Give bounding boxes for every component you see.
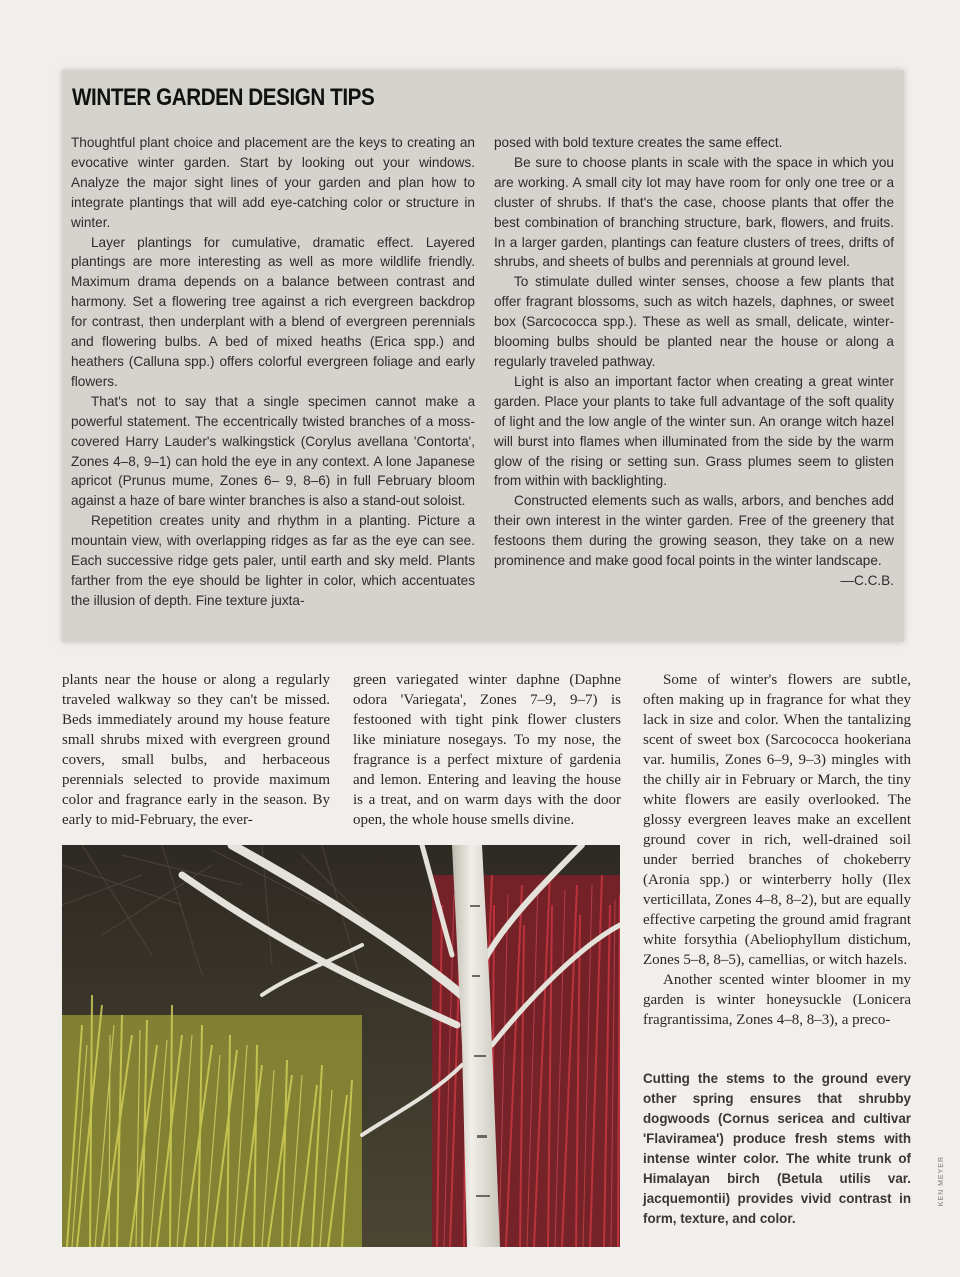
body-column-1 [62,670,330,830]
sidebar-paragraph-last [494,491,894,588]
sidebar-paragraph: Be sure to choose plants in scale with the space in which you are working. A small city lot may have room for only one tree or a cluster of shrubs. If that's the case, choose plants that offer the best combination of branching structure, bark, flowers, and fruits. In a larger garden, plantings can feature clusters of trees, drifts of shrubs, and sheets of bulbs and perennials at ground level. [494,154,894,270]
sidebar-paragraph-text: Constructed elements such as walls, arbors, and benches add their own interest in the winter garden. Free of the greenery that festoons them during the growing season, they take on a new prominence and make good focal points in the winter landscape. [494,493,894,569]
sidebar-paragraph: Repetition creates unity and rhythm in a planting. Picture a mountain view, with overlapping ridges as far as the eye can see. Each successive ridge gets paler, until earth and sky meld. Plants farther from the eye should be lighter in color, which accentuates the illusion of depth. Fine texture juxta- [71,513,475,608]
sidebar-right-column [494,133,894,591]
design-tips-sidebar [62,70,904,642]
sidebar-paragraph: Light is also an important factor when creating a great winter garden. Place your plants to take full advantage of the soft quality of light and the low angle of the winter sun. An orange witch hazel will burst into flames when illuminated from the side by the warm glow of the rising or setting sun. Grass plumes seem to glisten from within with backlighting. [494,373,894,489]
sidebar-paragraph: posed with bold texture creates the same effect. [494,135,783,150]
sidebar-left-column [71,133,475,611]
yellow-dogwood-stems [62,995,362,1247]
body-column-2 [353,670,621,830]
body-paragraph: Another scented winter bloomer in my garden is winter honeysuckle (Lonicera fragrantissima, Zones 4–8, 8–3), a preco- [643,972,911,1028]
photo-caption: Cutting the stems to the ground every other spring ensures that shrubby dogwoods (Cornus sericea and cultivar 'Flaviramea') produce fresh stems with intense winter color. The white trunk of Himalayan birch (Betula utilis var. jacquemontii) provides vivid contrast in form, texture, and color. [643,1071,911,1226]
sidebar-paragraph: To stimulate dulled winter senses, choose a few plants that offer fragrant blossoms, such as witch hazels, daphnes, or sweet box (Sarcococca spp.). These as well as small, delicate, winter-blooming bulbs should be planted near the house or along a regularly traveled pathway. [494,274,894,369]
body-paragraph: green variegated winter daphne (Daphne odora 'Variegata', Zones 7–9, 9–7) is festooned with tight pink flower clusters like miniature nosegays. To my nose, the fragrance is a perfect mixture of gardenia and lemon. Entering and leaving the house is a treat, and on warm days with the door open, the whole house smells divine. [353,672,621,828]
body-column-3 [643,670,911,1030]
sidebar-paragraph: Layer plantings for cumulative, dramatic effect. Layered plantings are more interesting as well as more wildlife friendly. Maximum drama depends on a balance between contrast and harmony. Set a flowering tree against a rich evergreen backdrop for contrast, then underplant with a blend of evergreen perennials and flowering bulbs. A bed of mixed heaths (Erica spp.) and heathers (Calluna spp.) offers colorful evergreen foliage and early flowers. [71,234,475,389]
sidebar-paragraph: That's not to say that a single specimen cannot make a powerful statement. The eccentrically twisted branches of a moss-covered Harry Lauder's walkingstick (Corylus avellana 'Contorta', Zones 4–8, 9–1) can hold the eye in any context. A lone Japanese apricot (Prunus mume, Zones 6– 9, 8–6) in full February bloom against a haze of bare winter branches is also a stand-out soloist. [71,393,475,509]
sidebar-title: WINTER GARDEN DESIGN TIPS [72,84,375,111]
photo-illustration [62,845,620,1247]
author-signature: —C.C.B. [840,572,894,588]
body-paragraph: plants near the house or along a regularly traveled walkway so they can't be missed. Beds immediately around my house feature small shrubs mixed with evergreen ground covers, small bulbs, and herbaceous perennials selected to provide maximum color and fragrance early in the season. By early to mid-February, the ever- [62,672,330,828]
sidebar-paragraph: Thoughtful plant choice and placement are the keys to creating an evocative winter garden. Start by looking out your windows. Analyze the major sight lines of your garden and plan how to integrate plantings that will add eye-catching color or structure in winter. [71,135,475,230]
body-paragraph: Some of winter's flowers are subtle, often making up in fragrance for what they lack in size and color. When the tantalizing scent of sweet box (Sarcococca hookeriana var. humilis, Zones 6–9, 9–3) mingles with the chilly air in February or March, the tiny white flowers are easily overlooked. The glossy evergreen leaves make an excellent ground cover in rich, well-drained soil under berried branches of chokeberry (Aronia spp.) or winterberry holly (Ilex verticillata, Zones 4–8, 8–2), but are equally effective carpeting the ground amid fragrant white forsythia (Abeliophyllum distichum, Zones 5–8, 8–5), camellias, or witch hazels. [643,672,911,968]
photo-credit: KEN MEYER [938,1156,945,1207]
dogwood-birch-photo [62,845,620,1247]
